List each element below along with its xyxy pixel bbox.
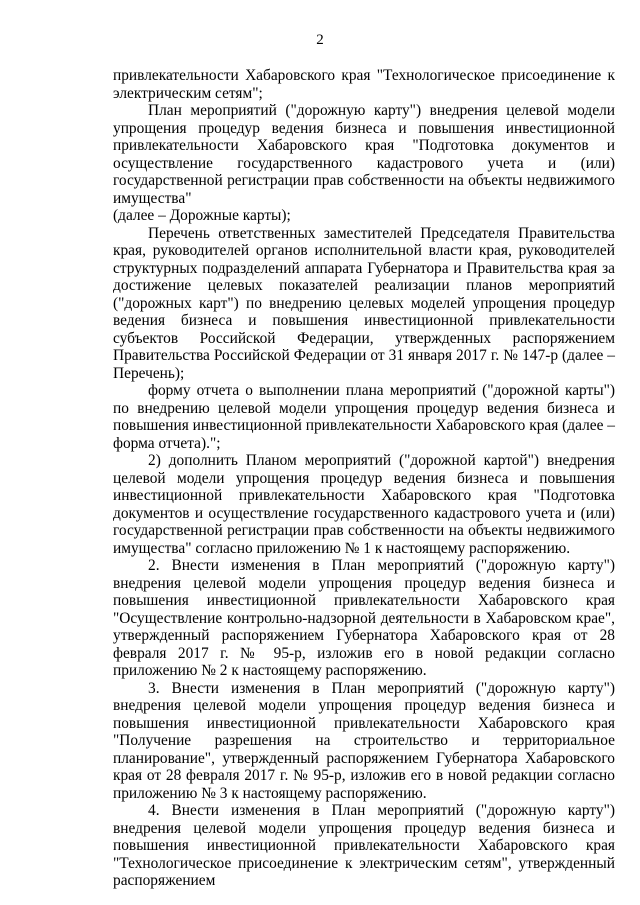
paragraph-report-form: форму отчета о выполнении плана мероприятий ("дорожной карты") по внедрению целевой модели упрощения процедур ведения бизнеса и повышения инвестиционной привлекательности Хабаровского края (далее – форма отчета)."; [113,382,615,452]
paragraph-item-2-supplement: 2) дополнить Планом мероприятий ("дорожной картой") внедрения целевой модели упрощения процедур ведения бизнеса и повышения инвестиционной привлекательности Хабаровского края "Подготовка документов и осуществление государственного кадастрового учета и (или) государственной регистрации прав собственности на объекты недвижимого имущества" согласно приложению № 1 к настоящему распоряжению. [113,452,615,557]
paragraph-roadmaps-note: (далее – Дорожные карты); [113,207,291,224]
paragraph-section-2: 2. Внести изменения в План мероприятий ("дорожную карту") внедрения целевой модели упрощения процедур ведения бизнеса и повышения инвестиционной привлекательности Хабаровского края "Осуществление контрольно-надзорной деятельности в Хабаровском крае", утвержденный распоряжением Губернатора Хабаровского края от 28 февраля 2017 г. № 95-р, изложив его в новой редакции согласно приложению № 2 к настоящему распоряжению. [113,557,615,679]
document-body [113,67,615,890]
paragraph-continuation: привлекательности Хабаровского края "Технологическое присоединение к электрическим сетям"; [113,67,615,102]
paragraph-section-3: 3. Внести изменения в План мероприятий ("дорожную карту") внедрения целевой модели упрощения процедур ведения бизнеса и повышения инвестиционной привлекательности Хабаровского края "Получение разрешения на строительство и территориальное планирование", утвержденный распоряжением Губернатора Хабаровского края от 28 февраля 2017 г. № 95-р, изложив его в новой редакции согласно приложению № 3 к настоящему распоряжению. [113,679,615,802]
paragraph-section-4: 4. Внести изменения в План мероприятий ("дорожную карту") внедрения целевой модели упрощения процедур ведения бизнеса и повышения инвестиционной привлекательности Хабаровского края "Технологическое присоединение к электрическим сетям", утвержденный распоряжением [113,802,615,889]
paragraph-plan-cadastre: План мероприятий ("дорожную карту") внедрения целевой модели упрощения процедур ведения бизнеса и повышения инвестиционной привлекательности Хабаровского края "Подготовка документов и осуществление государственного кадастрового учета и (или) государственной регистрации прав собственности на объекты недвижимого имущества" [113,102,615,207]
page-number: 2 [316,32,324,48]
paragraph-responsible-list: Перечень ответственных заместителей Председателя Правительства края, руководителей органов исполнительной власти края, руководителей структурных подразделений аппарата Губернатора и Правительства края за достижение целевых показателей реализации планов мероприятий ("дорожных карт") по внедрению целевых моделей упрощения процедур ведения бизнеса и повышения инвестиционной привлекательности субъектов Российской Федерации, утвержденных распоряжением Правительства Российской Федерации от 31 января 2017 г. № 147-р (далее – Перечень); [113,224,615,382]
